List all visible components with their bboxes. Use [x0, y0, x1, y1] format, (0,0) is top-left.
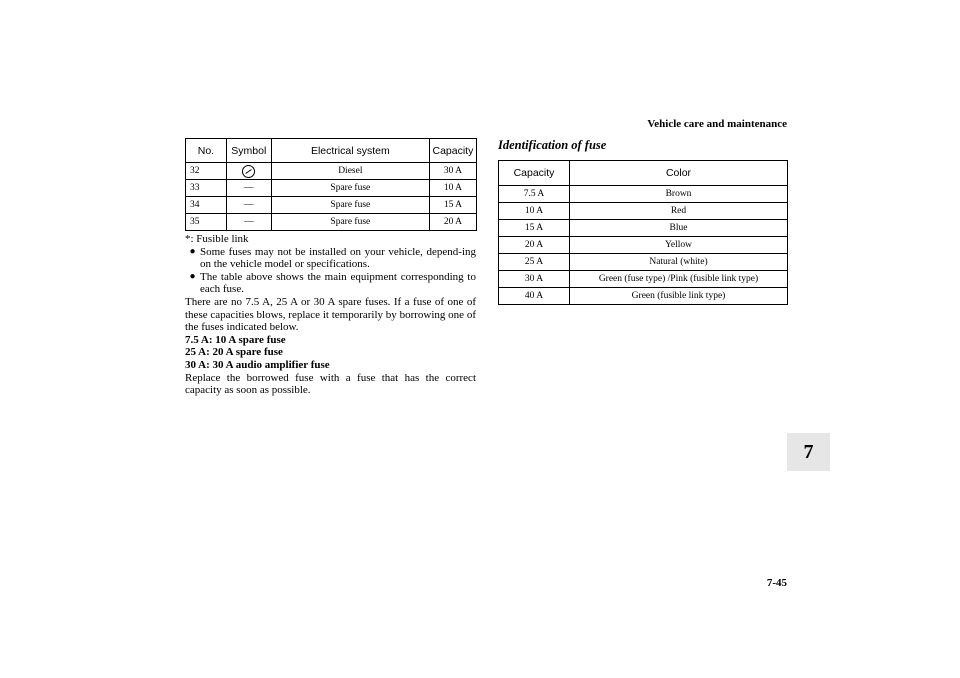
cell-capacity: 20 A — [429, 214, 476, 231]
table-row — [499, 203, 788, 220]
col-no: No. — [186, 139, 227, 163]
table-row — [499, 237, 788, 254]
cell-color: Natural (white) — [570, 254, 788, 271]
cell-capacity: 10 A — [429, 180, 476, 197]
bullet-item — [185, 271, 476, 296]
fusible-link-note: *: Fusible link — [185, 233, 249, 245]
table-row — [186, 163, 477, 180]
cell-capacity: 10 A — [499, 203, 570, 220]
cell-color: Red — [570, 203, 788, 220]
table-row — [186, 197, 477, 214]
cell-system: Spare fuse — [271, 214, 429, 231]
page-header: Vehicle care and maintenance — [647, 118, 787, 130]
cell-capacity: 20 A — [499, 237, 570, 254]
col-capacity: Capacity — [499, 161, 570, 186]
table-row — [499, 186, 788, 203]
table-row — [499, 220, 788, 237]
col-capacity: Capacity — [429, 139, 476, 163]
bullet-item — [185, 246, 476, 271]
cell-color: Brown — [570, 186, 788, 203]
cell-system: Spare fuse — [271, 180, 429, 197]
cell-symbol: — — [226, 180, 271, 197]
cell-symbol — [226, 163, 271, 180]
substitute-line: 30 A: 30 A audio amplifier fuse — [185, 358, 330, 371]
diesel-symbol-icon — [242, 165, 255, 178]
cell-capacity: 15 A — [499, 220, 570, 237]
cell-no: 34 — [186, 197, 227, 214]
cell-symbol: — — [226, 214, 271, 231]
bullet-icon: ● — [189, 270, 196, 282]
cell-color: Green (fuse type) /Pink (fusible link type) — [570, 271, 788, 288]
page-number: 7-45 — [766, 577, 787, 589]
cell-no: 33 — [186, 180, 227, 197]
cell-color: Blue — [570, 220, 788, 237]
cell-capacity: 40 A — [499, 288, 570, 305]
col-color: Color — [570, 161, 788, 186]
cell-system: Diesel — [271, 163, 429, 180]
bullet-text: The table above shows the main equipment corresponding to each fuse. — [200, 270, 476, 296]
table-row — [499, 254, 788, 271]
cell-symbol: — — [226, 197, 271, 214]
table-row — [499, 271, 788, 288]
table-row — [499, 288, 788, 305]
table-row — [186, 214, 477, 231]
table-row — [186, 180, 477, 197]
bullet-text: Some fuses may not be installed on your vehicle, depend-ing on the vehicle model or specifications. — [200, 245, 476, 271]
cell-color: Green (fusible link type) — [570, 288, 788, 305]
section-title: Identification of fuse — [498, 138, 607, 152]
color-table-header — [499, 161, 788, 186]
cell-system: Spare fuse — [271, 197, 429, 214]
fuse-color-table — [498, 160, 788, 305]
bullet-icon: ● — [189, 245, 196, 257]
substitute-line: 7.5 A: 10 A spare fuse — [185, 333, 286, 346]
cell-capacity: 25 A — [499, 254, 570, 271]
cell-no: 35 — [186, 214, 227, 231]
cell-capacity: 30 A — [499, 271, 570, 288]
col-symbol: Symbol — [226, 139, 271, 163]
substitute-line: 25 A: 20 A spare fuse — [185, 346, 283, 359]
closing-paragraph: Replace the borrowed fuse with a fuse that has the correct capacity as soon as possible. — [185, 371, 476, 397]
cell-capacity: 7.5 A — [499, 186, 570, 203]
section-tab: 7 — [787, 433, 830, 471]
fuse-notes — [185, 233, 476, 397]
cell-capacity: 30 A — [429, 163, 476, 180]
fuse-table — [185, 138, 477, 231]
cell-no: 32 — [186, 163, 227, 180]
cell-color: Yellow — [570, 237, 788, 254]
cell-capacity: 15 A — [429, 197, 476, 214]
spare-fuse-paragraph: There are no 7.5 A, 25 A or 30 A spare fuses. If a fuse of one of these capacities blows, replace it temporarily by borrowing one of the fuses indicated below. — [185, 295, 476, 334]
col-electrical-system: Electrical system — [271, 139, 429, 163]
fuse-table-header — [186, 139, 477, 163]
